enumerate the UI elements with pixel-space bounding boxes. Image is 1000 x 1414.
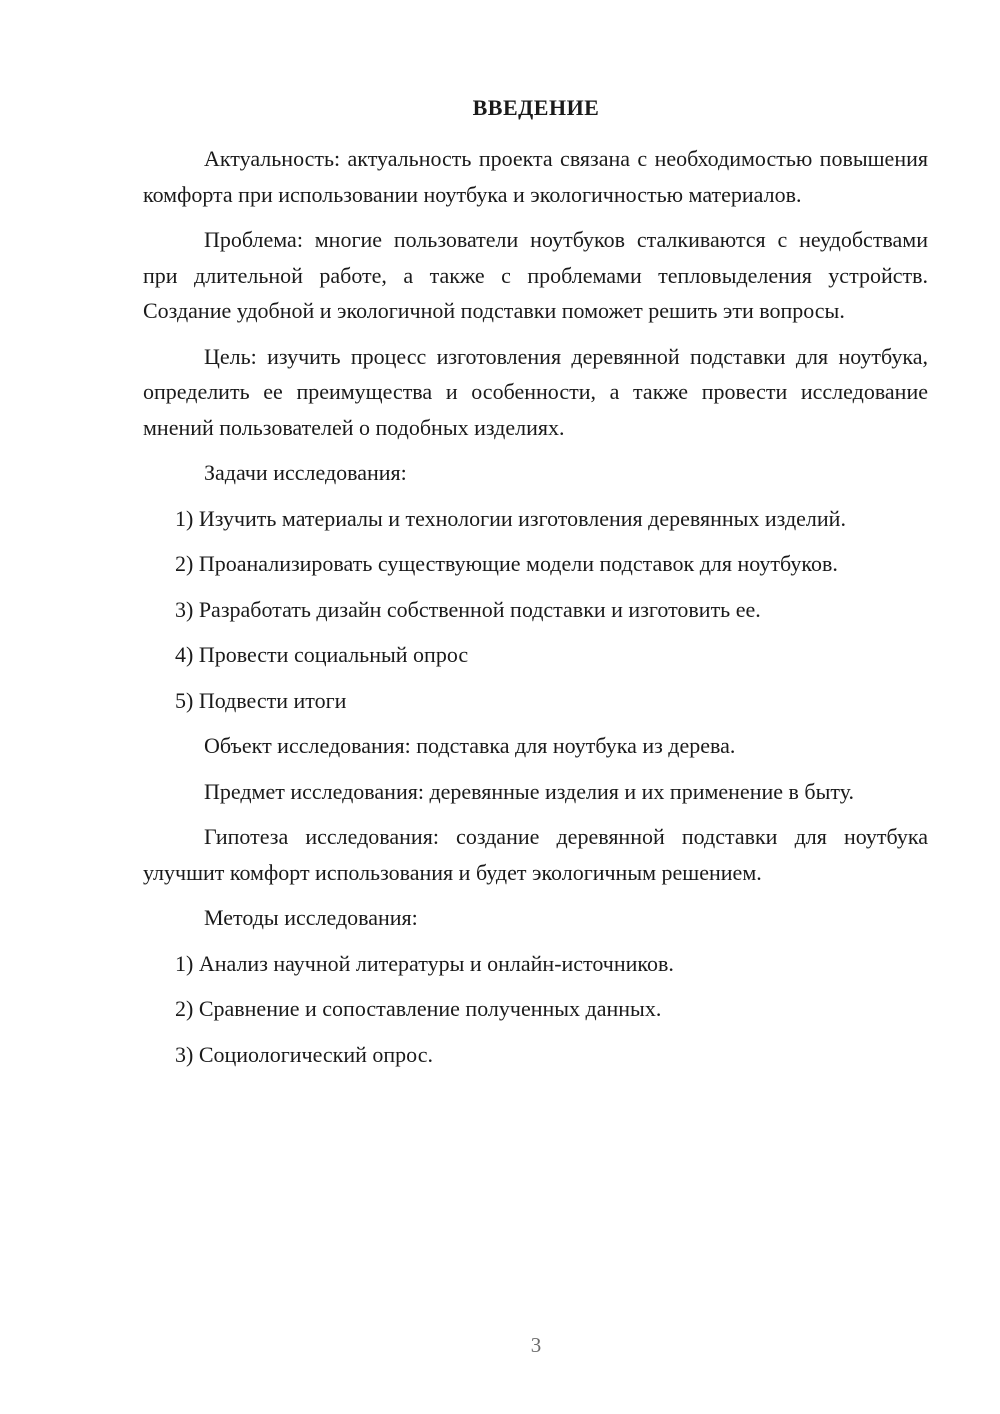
paragraph-hypothesis: Гипотеза исследования: создание деревянной подставки для ноутбука улучшит комфорт использования и будет экологичным решением. bbox=[143, 824, 928, 885]
paragraph-problem: Проблема: многие пользователи ноутбуков сталкиваются с неудобствами при длительной работе, а также с проблемами тепловыделения устройств. Создание удобной и экологичной подставки поможет решить эти вопросы. bbox=[143, 227, 928, 323]
paragraph-methods-heading: Методы исследования: bbox=[204, 905, 418, 930]
page-title: ВВЕДЕНИЕ bbox=[472, 95, 600, 120]
list-item-method-3: 3) Социологический опрос. bbox=[175, 1041, 433, 1067]
page-number: 3 bbox=[530, 1333, 542, 1357]
list-item-task-5: 5) Подвести итоги bbox=[175, 687, 347, 713]
paragraph-goal: Цель: изучить процесс изготовления деревянной подставки для ноутбука, определить ее преимущества и особенности, а также провести исследование мнений пользователей о подобных изделиях. bbox=[143, 343, 928, 440]
list-item-task-3: 3) Разработать дизайн собственной подставки и изготовить ее. bbox=[175, 596, 761, 622]
list-item-method-2: 2) Сравнение и сопоставление полученных данных. bbox=[175, 996, 662, 1021]
list-item-task-1: 1) Изучить материалы и технологии изготовления деревянных изделий. bbox=[175, 505, 846, 531]
paragraph-subject: Предмет исследования: деревянные изделия и их применение в быту. bbox=[204, 778, 854, 804]
list-item-task-2: 2) Проанализировать существующие модели подставок для ноутбуков. bbox=[175, 551, 838, 576]
paragraph-tasks-heading: Задачи исследования: bbox=[204, 460, 407, 485]
list-item-task-4: 4) Провести социальный опрос bbox=[175, 642, 469, 667]
paragraph-object: Объект исследования: подставка для ноутбука из дерева. bbox=[204, 733, 736, 758]
document-body bbox=[143, 141, 928, 1082]
paragraph-relevance: Актуальность: актуальность проекта связана с необходимостью повышения комфорта при использовании ноутбука и экологичностью материалов. bbox=[143, 146, 928, 207]
list-item-method-1: 1) Анализ научной литературы и онлайн-источников. bbox=[175, 950, 674, 976]
